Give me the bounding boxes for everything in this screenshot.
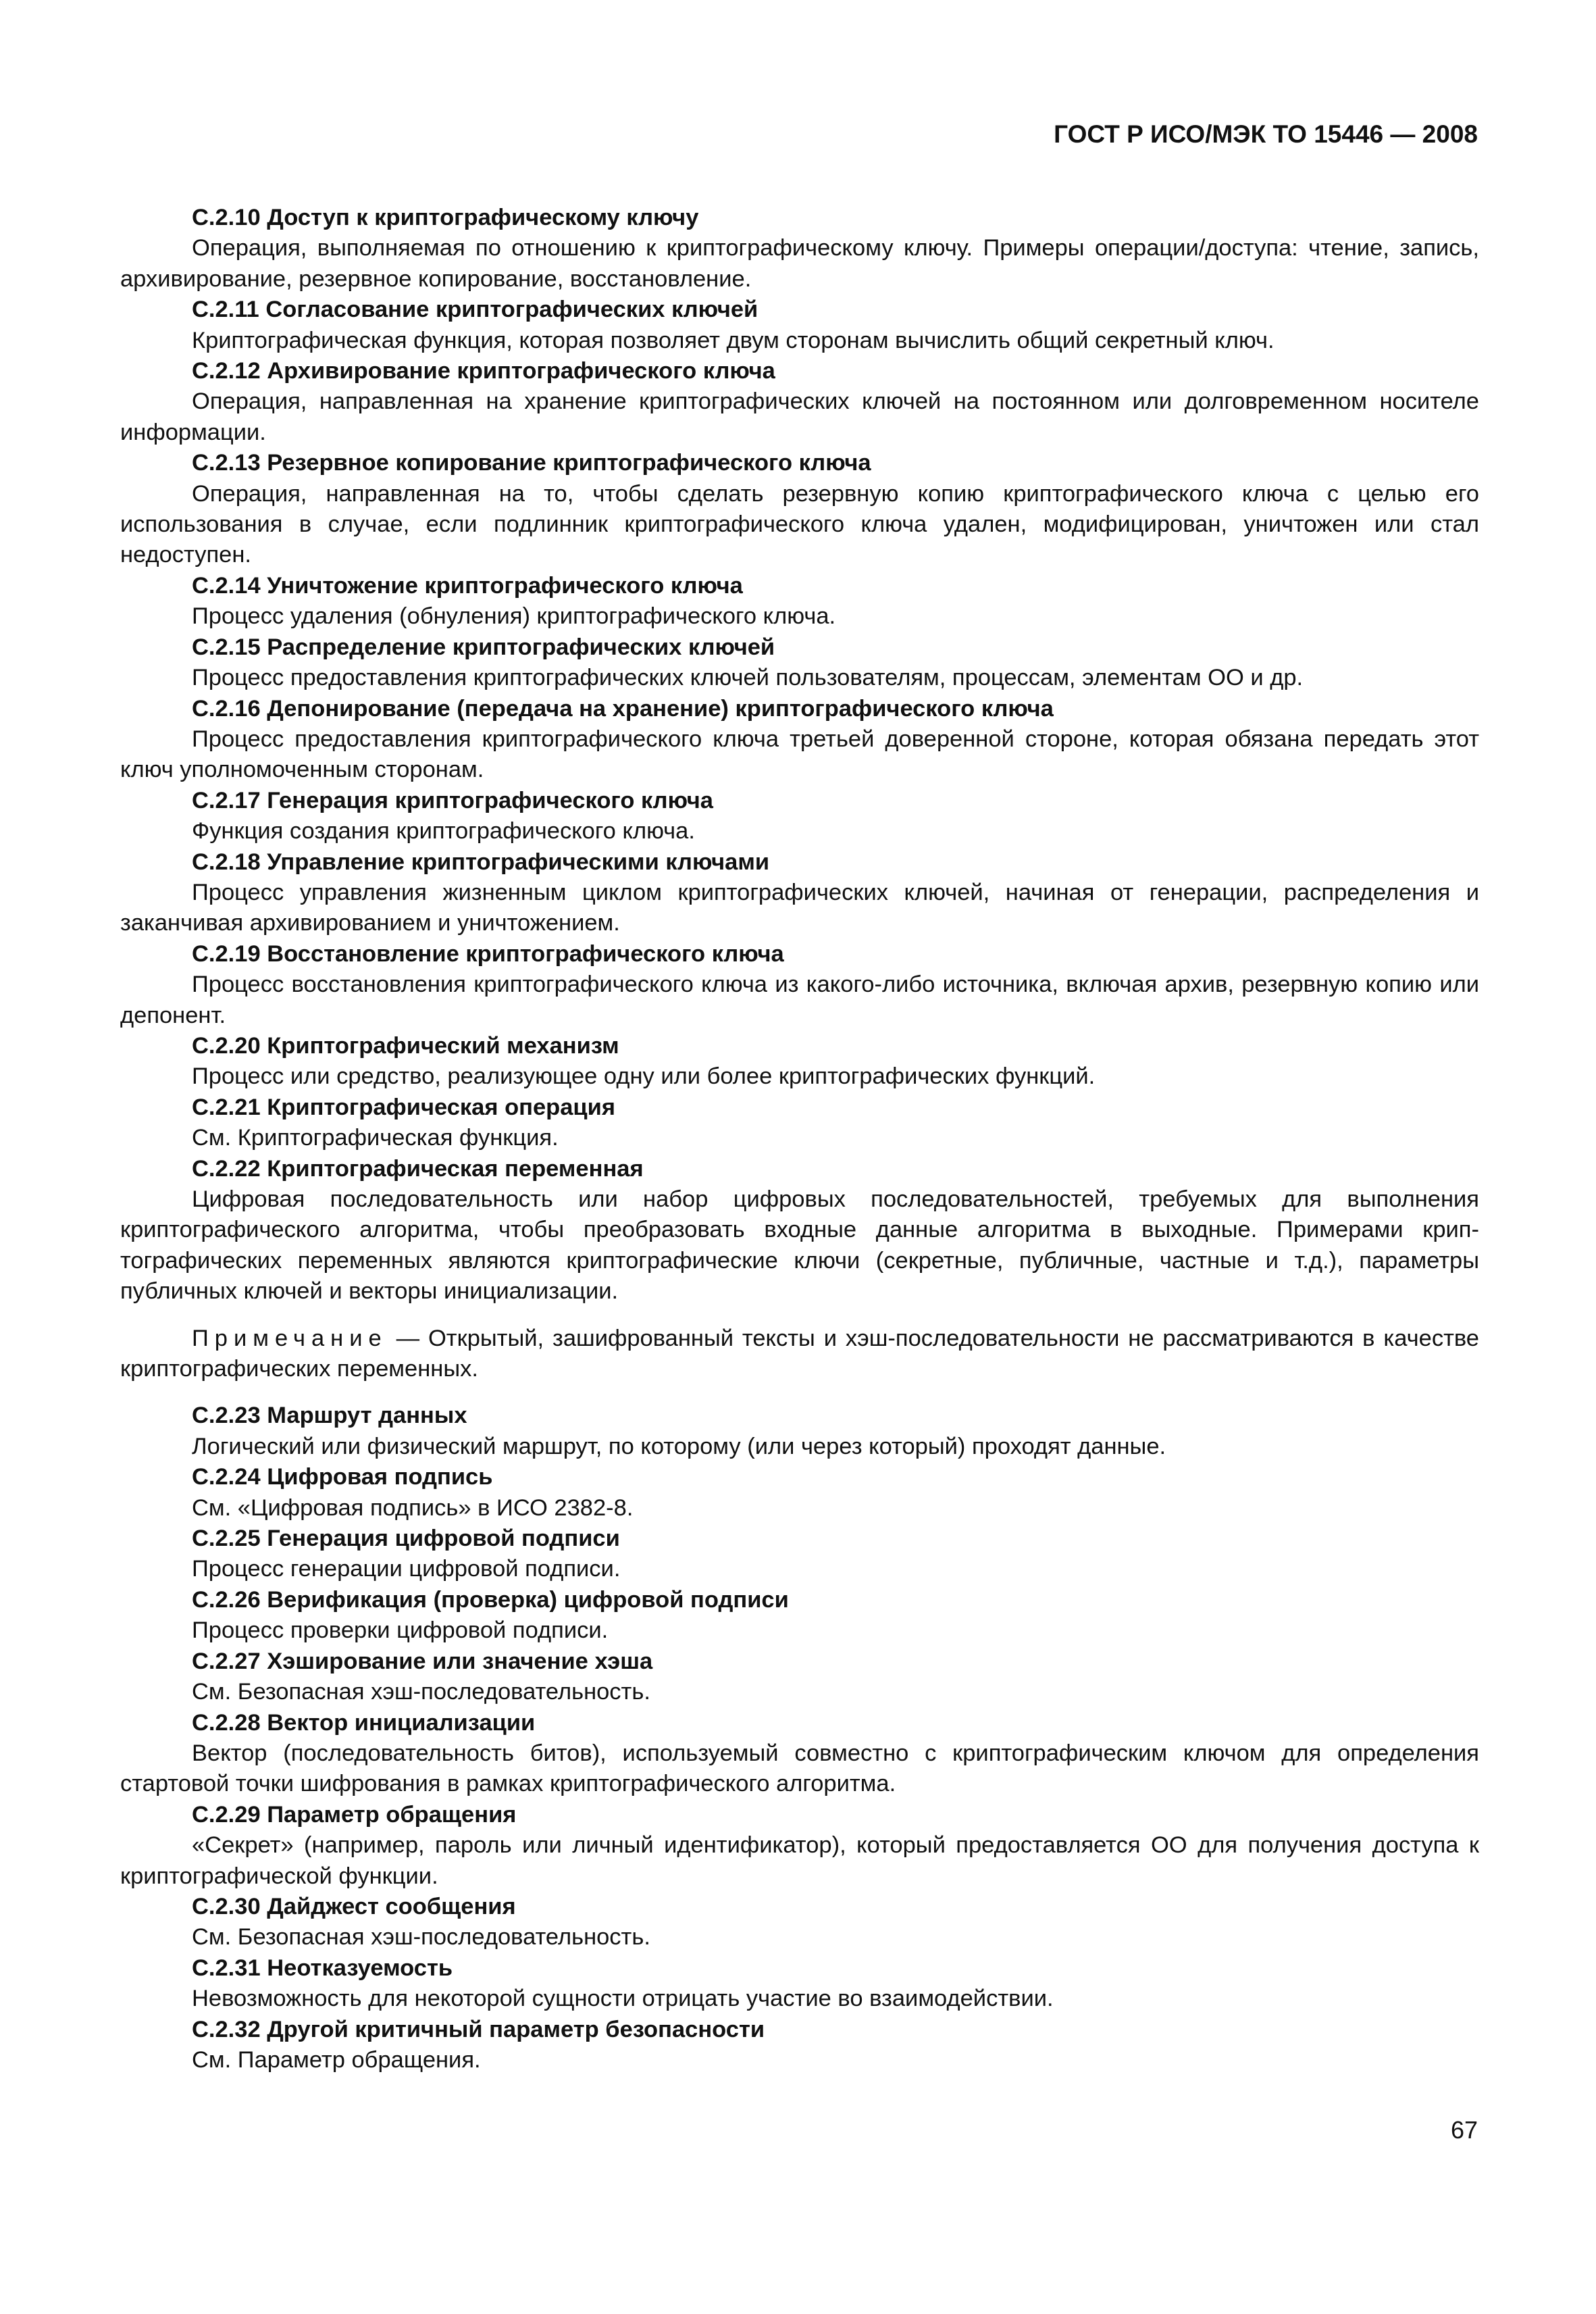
term-definition: Криптографическая функция, которая позволяет двум сторонам вычислить общий секретный ключ. — [192, 327, 1275, 353]
definition-entry — [120, 356, 1479, 448]
note-label: Примечание — [192, 1325, 388, 1351]
term-heading: С.2.16 Депонирование (передача на хранение) криптографического ключа — [192, 695, 1054, 722]
term-heading: С.2.23 Маршрут данных — [192, 1403, 467, 1429]
term-heading: С.2.32 Другой критичный параметр безопасности — [192, 2016, 765, 2042]
definition-entry — [120, 571, 1479, 632]
definition-entry — [120, 694, 1479, 786]
term-definition: Функция создания криптографического ключа. — [192, 818, 695, 845]
definition-entry — [120, 1708, 1479, 1800]
term-definition: Процесс предоставления криптографического ключа третьей доверенной стороне, которая обязана передать этот ключ уполномоченным сторонам. — [120, 726, 1479, 783]
term-heading: С.2.10 Доступ к криптографическому ключу — [192, 205, 699, 230]
definition-entry — [120, 1154, 1479, 1307]
definition-entry — [120, 847, 1479, 939]
term-heading: С.2.31 Неотказуемость — [192, 1955, 453, 1981]
term-definition: Процесс предоставления криптографических ключей пользователям, процессам, элементам ОО и др. — [192, 665, 1304, 691]
term-definition: Процесс или средство, реализующее одну или более криптографических функций. — [192, 1063, 1096, 1090]
term-definition: Процесс удаления (обнуления) криптографического ключа. — [192, 603, 836, 630]
definition-entry — [120, 1953, 1479, 2015]
definition-entry — [120, 1401, 1479, 1462]
definition-entry — [120, 786, 1479, 847]
definition-entry — [120, 1031, 1479, 1092]
term-definition: Процесс проверки цифровой подписи. — [192, 1617, 609, 1644]
term-heading: С.2.28 Вектор инициализации — [192, 1709, 536, 1736]
definition-entry — [120, 2015, 1479, 2076]
term-definition: Операция, выполняемая по отношению к криптографическому ключу. Примеры операции/доступа: чтение, запись, архивирование, резервное копирование, восстановление. — [120, 235, 1479, 292]
term-heading: С.2.15 Распределение криптографических ключей — [192, 634, 775, 660]
term-definition: Процесс генерации цифровой подписи. — [192, 1556, 621, 1582]
term-definition: Процесс восстановления криптографического ключа из какого-либо источника, включая архив, резервную копию или депонент. — [120, 972, 1479, 1028]
term-heading: С.2.19 Восстановление криптографического ключа — [192, 940, 784, 967]
definition-entry — [120, 448, 1479, 571]
term-definition: См. Криптографическая функция. — [192, 1125, 559, 1151]
definition-entry — [120, 1524, 1479, 1585]
term-heading: С.2.25 Генерация цифровой подписи — [192, 1526, 620, 1552]
term-definition: Вектор (последовательность битов), используемый совместно с криптографическим ключом для определения стартовой точки шифрования в рамках криптографического алгоритма. — [120, 1740, 1479, 1797]
term-heading: С.2.21 Криптографическая операция — [192, 1094, 615, 1120]
definition-entry — [120, 1462, 1479, 1524]
entries-list-2 — [120, 1401, 1479, 2076]
term-heading: С.2.26 Верификация (проверка) цифровой подписи — [192, 1586, 789, 1613]
document-header: ГОСТ Р ИСО/МЭК ТО 15446 — 2008 — [1054, 120, 1478, 148]
definition-entry — [120, 1800, 1479, 1892]
definition-entry — [120, 939, 1479, 1031]
term-heading: С.2.12 Архивирование криптографического ключа — [192, 358, 775, 384]
term-heading: С.2.24 Цифровая подпись — [192, 1464, 493, 1490]
entries-list-1 — [120, 203, 1479, 1307]
term-definition: См. Безопасная хэш-последовательность. — [192, 1924, 650, 1951]
term-heading: С.2.14 Уничтожение криптографического ключа — [192, 572, 743, 599]
definition-entry — [120, 1892, 1479, 1953]
definition-entry — [120, 203, 1479, 295]
term-heading: С.2.27 Хэширование или значение хэша — [192, 1648, 653, 1674]
definition-entry — [120, 632, 1479, 694]
definition-entry — [120, 1585, 1479, 1646]
term-heading: С.2.18 Управление криптографическими ключами — [192, 849, 770, 875]
term-heading: С.2.22 Криптографическая переменная — [192, 1155, 644, 1182]
note-paragraph — [120, 1324, 1479, 1385]
term-heading: С.2.30 Дайджест сообщения — [192, 1893, 516, 1919]
definition-entry — [120, 1646, 1479, 1708]
term-definition: См. «Цифровая подпись» в ИСО 2382-8. — [192, 1494, 634, 1521]
document-body — [120, 203, 1479, 2076]
term-definition: Операция, направленная на то, чтобы сделать резервную копию криптографического ключа с целью его использования в случае, если подлинник криптографического ключа удален, модифицирован, уничтожен или стал недоступен. — [120, 480, 1479, 568]
definition-entry — [120, 1092, 1479, 1154]
term-definition: Операция, направленная на хранение криптографических ключей на постоянном или долговременном носителе информации. — [120, 388, 1479, 445]
term-definition: Цифровая последовательность или набор цифровых последовательностей, требуемых для выполнения криптографического алгоритма, чтобы преобразовать входные данные алгоритма в выходные. Примерами криптографических переменных являются криптографические ключи (секретные, публичные, частные и т.д.), параметры публичных ключей и векторы инициализации. — [120, 1186, 1479, 1305]
term-heading: С.2.17 Генерация криптографического ключа — [192, 787, 713, 813]
definition-entry — [120, 295, 1479, 356]
term-definition: Логический или физический маршрут, по которому (или через который) проходят данные. — [192, 1433, 1166, 1459]
term-definition: См. Параметр обращения. — [192, 2046, 481, 2073]
term-definition: Невозможность для некоторой сущности отрицать участие во взаимодействии. — [192, 1986, 1054, 2012]
term-heading: С.2.13 Резервное копирование криптографического ключа — [192, 450, 871, 476]
term-heading: С.2.11 Согласование криптографических ключей — [192, 297, 758, 323]
page-number: 67 — [1450, 2116, 1478, 2144]
term-definition: Процесс управления жизненным циклом криптографических ключей, начиная от генерации, распределения и заканчивая архивированием и уничтожением. — [120, 879, 1479, 936]
term-heading: С.2.29 Параметр обращения — [192, 1801, 517, 1828]
note-text: — Открытый, зашифрованный тексты и хэш-последовательности не рассматриваются в качестве криптографических переменных. — [120, 1325, 1479, 1382]
term-definition: «Секрет» (например, пароль или личный идентификатор), который предоставляется ОО для получения доступа к криптографической функции. — [120, 1832, 1479, 1889]
term-definition: См. Безопасная хэш-последовательность. — [192, 1679, 650, 1705]
term-heading: С.2.20 Криптографический механизм — [192, 1032, 619, 1059]
